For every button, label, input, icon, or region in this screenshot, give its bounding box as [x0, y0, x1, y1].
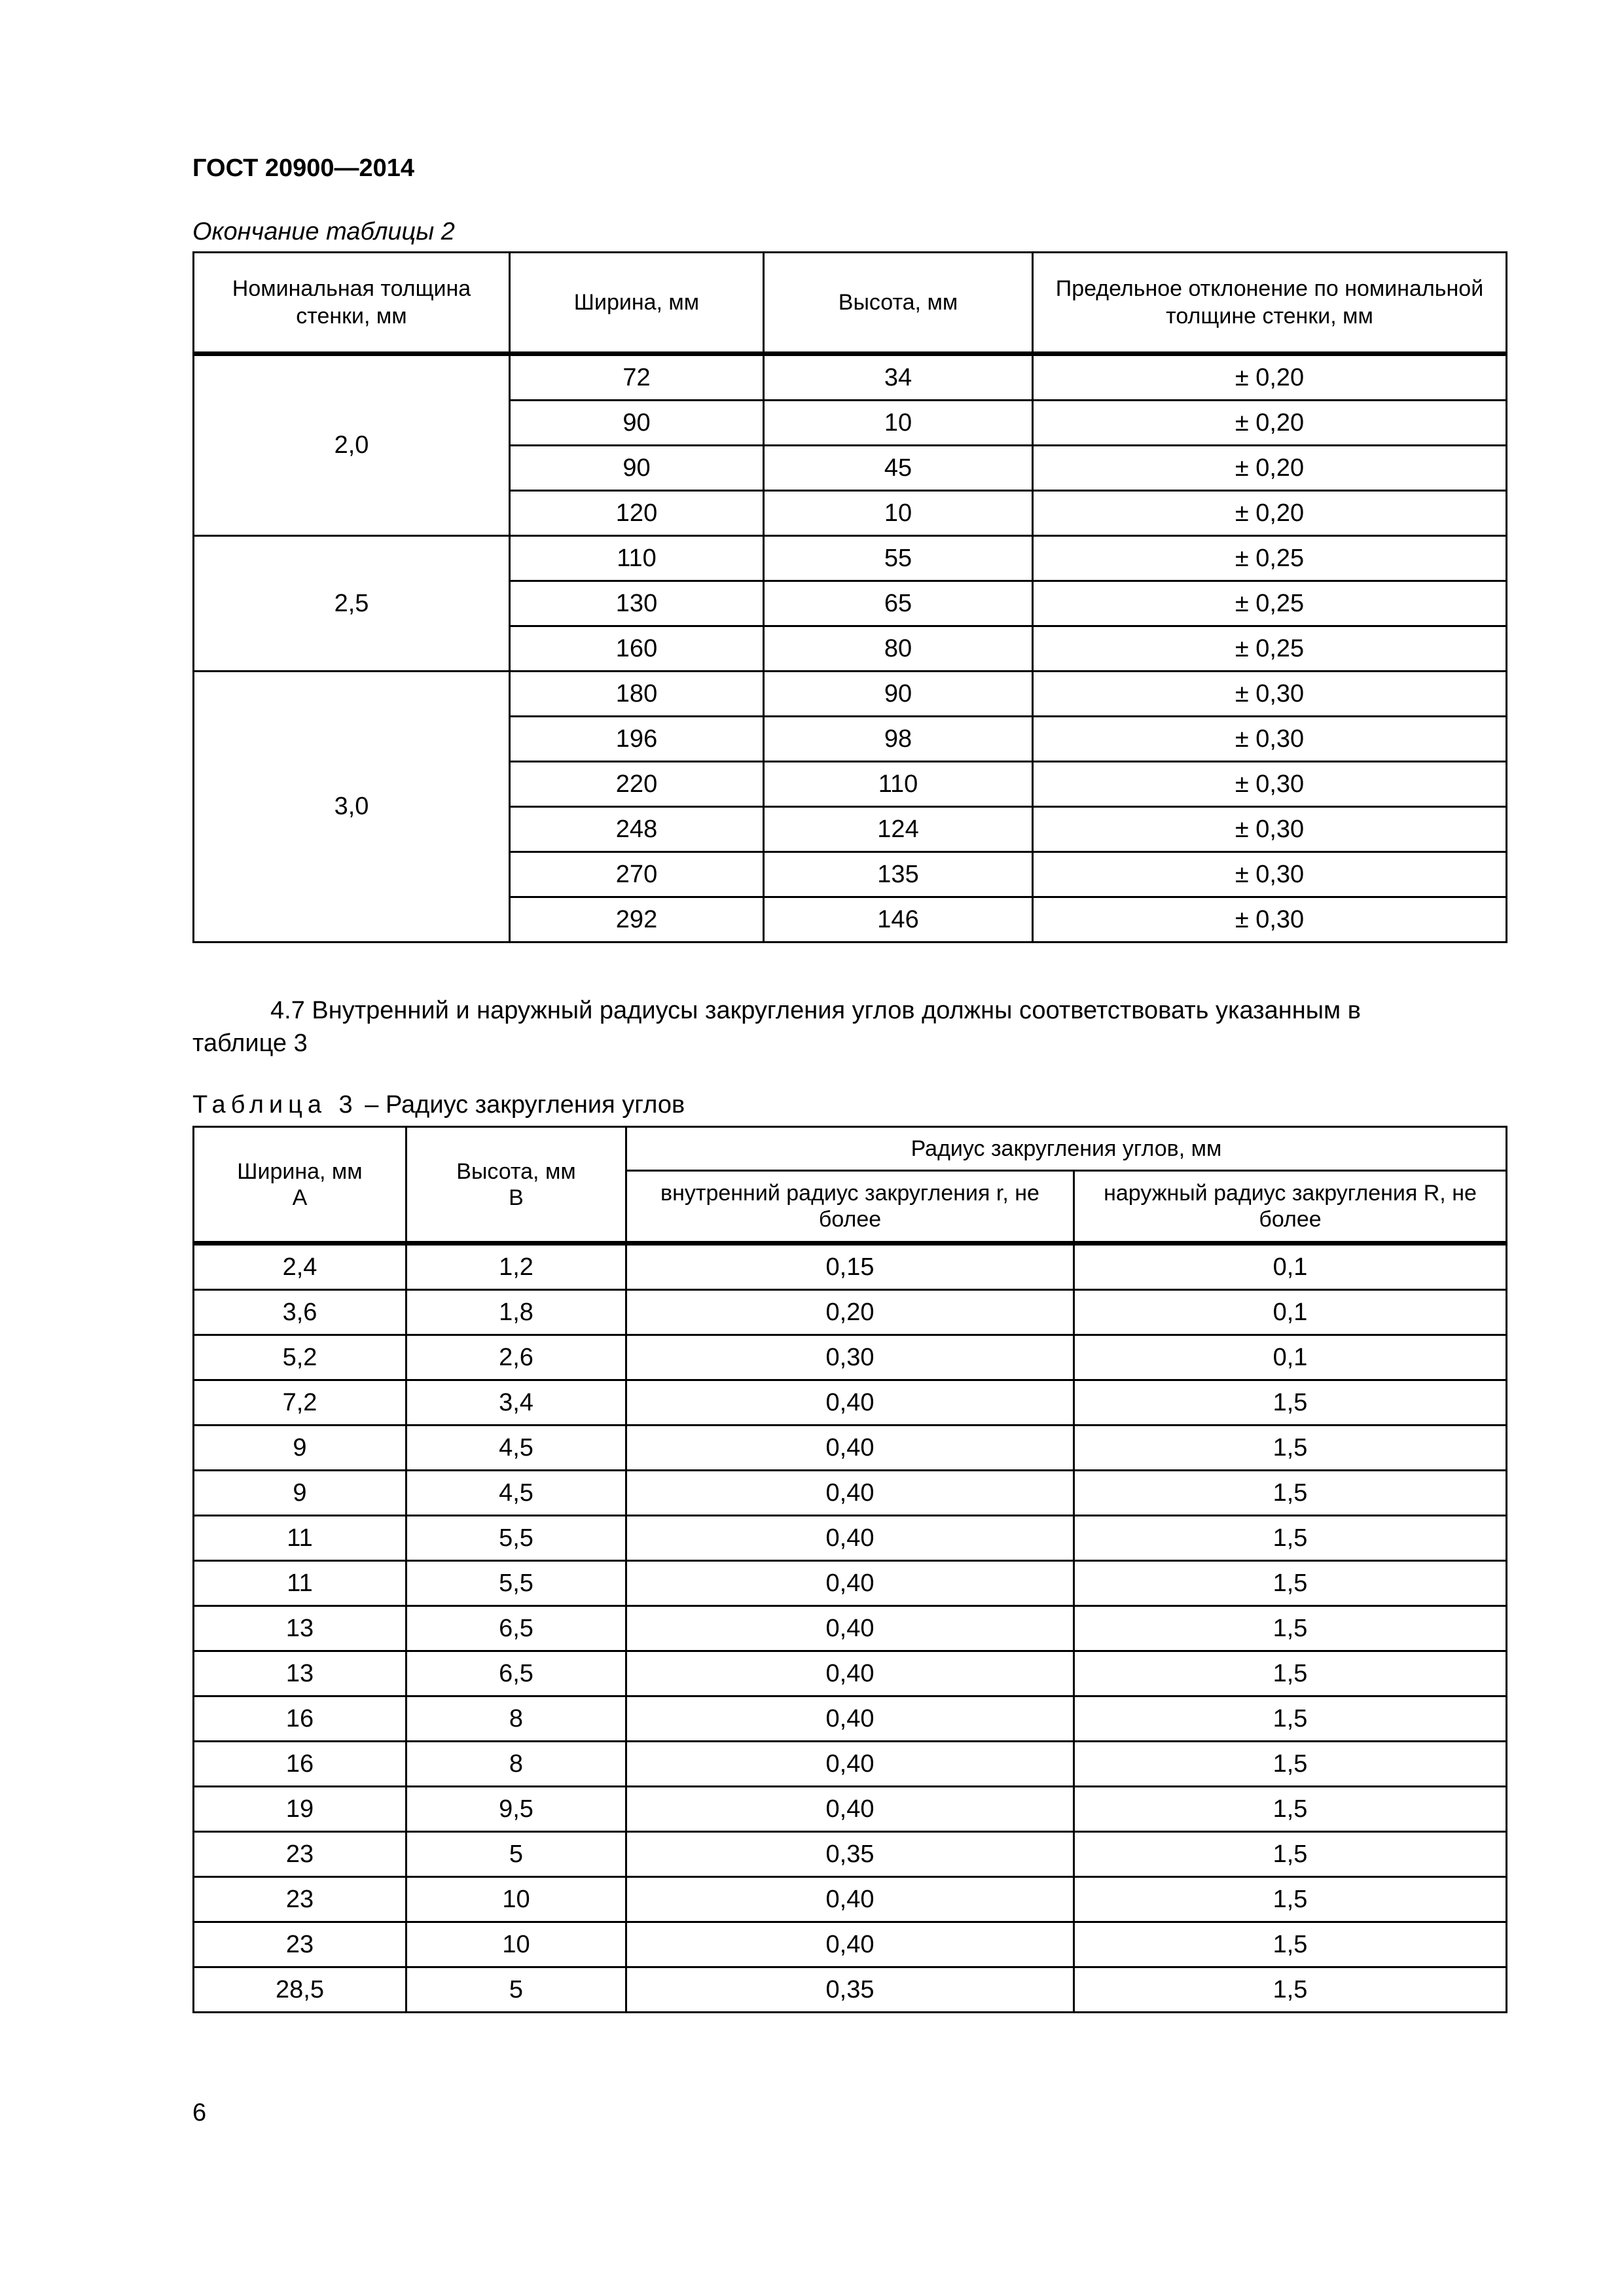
outer-radius-cell: 1,5 [1074, 1651, 1507, 1696]
header-height-b [406, 1127, 626, 1244]
inner-radius-cell: 0,15 [626, 1244, 1074, 1290]
inner-radius-cell: 0,40 [626, 1471, 1074, 1516]
table-row [194, 1561, 1507, 1606]
height-cell: 124 [764, 807, 1033, 852]
outer-radius-cell: 1,5 [1074, 1380, 1507, 1426]
tolerance-cell: ± 0,30 [1033, 852, 1507, 897]
inner-radius-cell: 0,40 [626, 1426, 1074, 1471]
tolerance-cell: ± 0,25 [1033, 581, 1507, 626]
width-cell: 13 [194, 1651, 406, 1696]
height-cell: 9,5 [406, 1787, 626, 1832]
width-cell: 220 [510, 762, 764, 807]
height-cell: 3,4 [406, 1380, 626, 1426]
width-cell: 23 [194, 1922, 406, 1967]
width-cell: 292 [510, 897, 764, 942]
height-cell: 2,6 [406, 1335, 626, 1380]
inner-radius-cell: 0,30 [626, 1335, 1074, 1380]
thickness-cell: 3,0 [194, 672, 510, 942]
width-cell: 3,6 [194, 1290, 406, 1335]
header-width-a [194, 1127, 406, 1244]
outer-radius-cell: 1,5 [1074, 1742, 1507, 1787]
width-cell: 16 [194, 1742, 406, 1787]
table-row [194, 1335, 1507, 1380]
header-width: Ширина, мм [510, 253, 764, 354]
outer-radius-cell: 1,5 [1074, 1426, 1507, 1471]
table-row [194, 1516, 1507, 1561]
width-cell: 28,5 [194, 1967, 406, 2013]
outer-radius-cell: 1,5 [1074, 1787, 1507, 1832]
width-cell: 196 [510, 717, 764, 762]
inner-radius-cell: 0,40 [626, 1651, 1074, 1696]
outer-radius-cell: 1,5 [1074, 1832, 1507, 1877]
table-row [194, 1290, 1507, 1335]
outer-radius-cell: 1,5 [1074, 1967, 1507, 2013]
tolerance-cell: ± 0,25 [1033, 626, 1507, 672]
width-cell: 90 [510, 446, 764, 491]
height-cell: 5,5 [406, 1561, 626, 1606]
inner-radius-cell: 0,40 [626, 1787, 1074, 1832]
table-row [194, 1696, 1507, 1742]
inner-radius-cell: 0,20 [626, 1290, 1074, 1335]
table3-caption-title: Радиус закругления углов [385, 1091, 685, 1119]
inner-radius-cell: 0,40 [626, 1561, 1074, 1606]
outer-radius-cell: 0,1 [1074, 1335, 1507, 1380]
header-width-symbol: А [292, 1185, 308, 1210]
table-row [194, 1832, 1507, 1877]
thickness-cell: 2,5 [194, 536, 510, 672]
height-cell: 1,2 [406, 1244, 626, 1290]
table-row [194, 1244, 1507, 1290]
table-row [194, 1426, 1507, 1471]
table-row [194, 1606, 1507, 1651]
height-cell: 4,5 [406, 1426, 626, 1471]
table-row [194, 1471, 1507, 1516]
table-row [194, 1742, 1507, 1787]
table2-header-row [194, 253, 1507, 354]
tolerance-cell: ± 0,20 [1033, 354, 1507, 401]
table3-caption-label: Таблица 3 [192, 1091, 358, 1119]
height-cell: 10 [406, 1877, 626, 1922]
outer-radius-cell: 1,5 [1074, 1516, 1507, 1561]
height-cell: 45 [764, 446, 1033, 491]
inner-radius-cell: 0,40 [626, 1877, 1074, 1922]
height-cell: 80 [764, 626, 1033, 672]
height-cell: 5 [406, 1967, 626, 2013]
tolerance-cell: ± 0,20 [1033, 491, 1507, 536]
height-cell: 10 [764, 401, 1033, 446]
table-row [194, 1922, 1507, 1967]
inner-radius-cell: 0,40 [626, 1380, 1074, 1426]
height-cell: 5 [406, 1832, 626, 1877]
outer-radius-cell: 1,5 [1074, 1561, 1507, 1606]
inner-radius-cell: 0,40 [626, 1696, 1074, 1742]
header-height: Высота, мм [764, 253, 1033, 354]
height-cell: 135 [764, 852, 1033, 897]
width-cell: 9 [194, 1426, 406, 1471]
height-cell: 8 [406, 1696, 626, 1742]
height-cell: 90 [764, 672, 1033, 717]
height-cell: 65 [764, 581, 1033, 626]
height-cell: 1,8 [406, 1290, 626, 1335]
tolerance-cell: ± 0,20 [1033, 446, 1507, 491]
outer-radius-cell: 1,5 [1074, 1922, 1507, 1967]
width-cell: 23 [194, 1832, 406, 1877]
tolerance-cell: ± 0,25 [1033, 536, 1507, 581]
height-cell: 6,5 [406, 1606, 626, 1651]
width-cell: 11 [194, 1516, 406, 1561]
width-cell: 180 [510, 672, 764, 717]
width-cell: 120 [510, 491, 764, 536]
outer-radius-cell: 1,5 [1074, 1877, 1507, 1922]
tolerance-cell: ± 0,30 [1033, 717, 1507, 762]
table3-body [194, 1244, 1507, 2013]
table-row [194, 354, 1507, 401]
table-row [194, 1651, 1507, 1696]
table3-caption-dash: – [365, 1091, 379, 1119]
width-cell: 248 [510, 807, 764, 852]
width-cell: 9 [194, 1471, 406, 1516]
width-cell: 5,2 [194, 1335, 406, 1380]
width-cell: 13 [194, 1606, 406, 1651]
height-cell: 8 [406, 1742, 626, 1787]
outer-radius-cell: 0,1 [1074, 1244, 1507, 1290]
thickness-cell: 2,0 [194, 354, 510, 536]
tolerance-cell: ± 0,30 [1033, 807, 1507, 852]
table2-body [194, 354, 1507, 942]
header-height-label: Высота, мм [456, 1158, 576, 1184]
height-cell: 98 [764, 717, 1033, 762]
height-cell: 6,5 [406, 1651, 626, 1696]
height-cell: 34 [764, 354, 1033, 401]
table-row [194, 1877, 1507, 1922]
width-cell: 130 [510, 581, 764, 626]
height-cell: 110 [764, 762, 1033, 807]
width-cell: 72 [510, 354, 764, 401]
width-cell: 110 [510, 536, 764, 581]
inner-radius-cell: 0,40 [626, 1516, 1074, 1561]
table-3 [192, 1126, 1507, 2013]
outer-radius-cell: 1,5 [1074, 1606, 1507, 1651]
table-row [194, 536, 1507, 581]
height-cell: 10 [406, 1922, 626, 1967]
width-cell: 160 [510, 626, 764, 672]
paragraph-4-7 [192, 994, 1506, 1060]
table3-caption [192, 1091, 685, 1119]
width-cell: 16 [194, 1696, 406, 1742]
inner-radius-cell: 0,35 [626, 1967, 1074, 2013]
document-header: ГОСТ 20900—2014 [192, 154, 415, 182]
table-row [194, 1380, 1507, 1426]
height-cell: 5,5 [406, 1516, 626, 1561]
width-cell: 19 [194, 1787, 406, 1832]
tolerance-cell: ± 0,30 [1033, 672, 1507, 717]
height-cell: 146 [764, 897, 1033, 942]
inner-radius-cell: 0,40 [626, 1742, 1074, 1787]
width-cell: 270 [510, 852, 764, 897]
width-cell: 11 [194, 1561, 406, 1606]
header-tolerance: Предельное отклонение по номинальной толщине стенки, мм [1033, 253, 1507, 354]
header-height-symbol: В [509, 1185, 524, 1210]
page-number: 6 [192, 2099, 207, 2126]
tolerance-cell: ± 0,20 [1033, 401, 1507, 446]
width-cell: 2,4 [194, 1244, 406, 1290]
inner-radius-cell: 0,40 [626, 1922, 1074, 1967]
height-cell: 10 [764, 491, 1033, 536]
outer-radius-cell: 1,5 [1074, 1696, 1507, 1742]
width-cell: 23 [194, 1877, 406, 1922]
height-cell: 4,5 [406, 1471, 626, 1516]
height-cell: 55 [764, 536, 1033, 581]
inner-radius-cell: 0,40 [626, 1606, 1074, 1651]
inner-radius-cell: 0,35 [626, 1832, 1074, 1877]
paragraph-line-1: 4.7 Внутренний и наружный радиусы закругления углов должны соответствовать указанным в [270, 997, 1361, 1024]
table-row [194, 672, 1507, 717]
width-cell: 90 [510, 401, 764, 446]
tolerance-cell: ± 0,30 [1033, 762, 1507, 807]
outer-radius-cell: 1,5 [1074, 1471, 1507, 1516]
table-row [194, 1787, 1507, 1832]
table-2 [192, 251, 1507, 943]
paragraph-line-2: таблице 3 [192, 1030, 308, 1057]
header-width-label: Ширина, мм [237, 1158, 363, 1184]
header-outer-radius: наружный радиус закругления R, не более [1074, 1171, 1507, 1244]
tolerance-cell: ± 0,30 [1033, 897, 1507, 942]
header-thickness: Номинальная толщина стенки, мм [194, 253, 510, 354]
outer-radius-cell: 0,1 [1074, 1290, 1507, 1335]
header-inner-radius: внутренний радиус закругления r, не более [626, 1171, 1074, 1244]
width-cell: 7,2 [194, 1380, 406, 1426]
table2-caption: Окончание таблицы 2 [192, 218, 455, 245]
header-radius-group: Радиус закругления углов, мм [626, 1127, 1507, 1171]
table-row [194, 1967, 1507, 2013]
